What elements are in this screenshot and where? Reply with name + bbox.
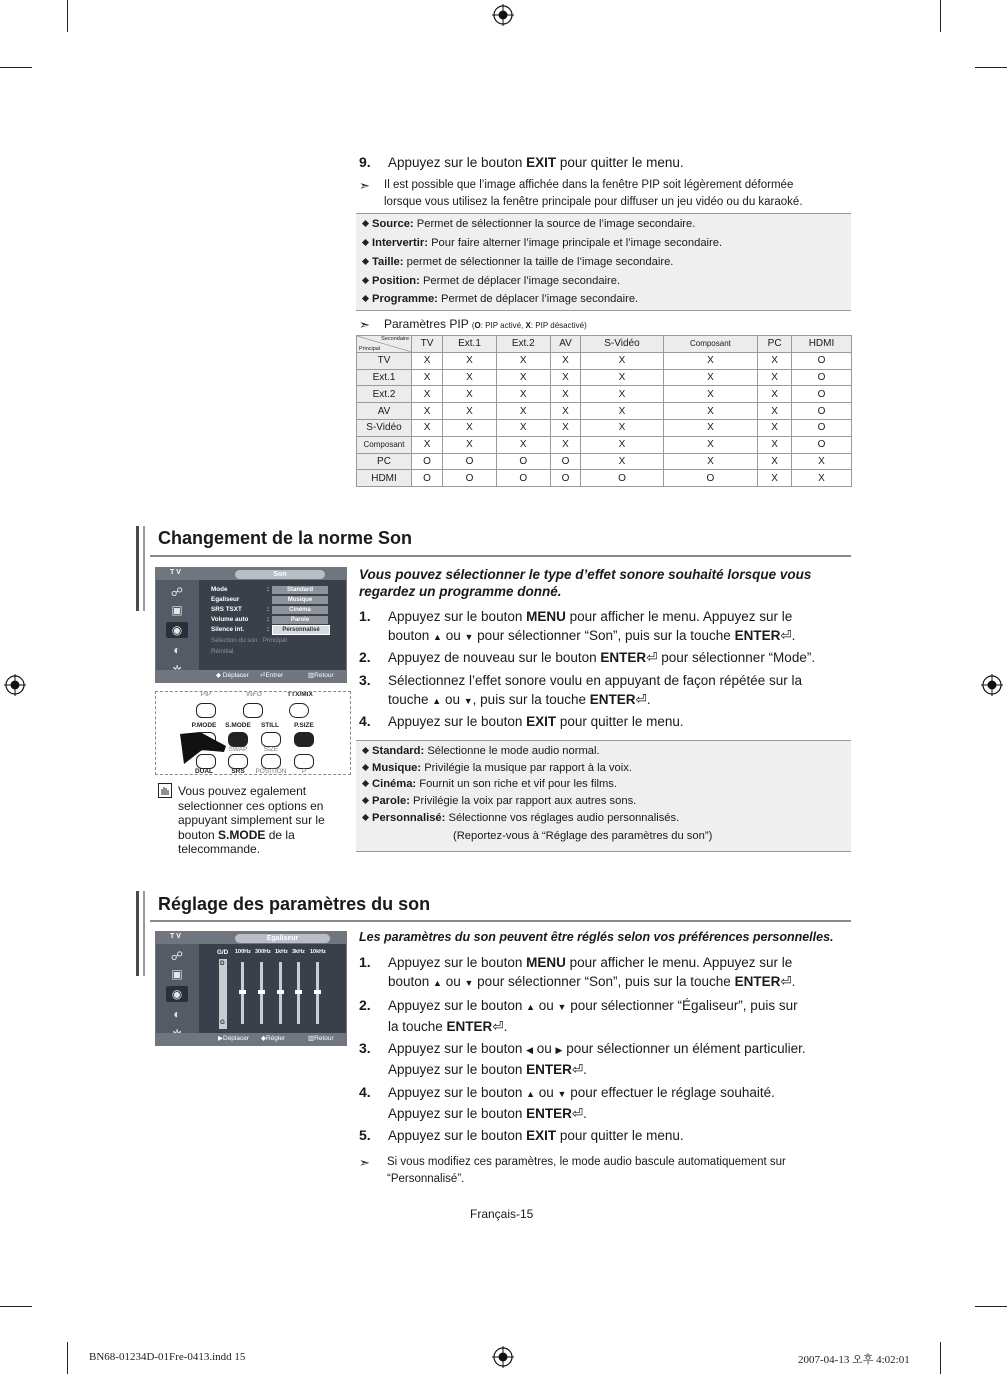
left-arrow-icon: ◀ — [526, 1045, 534, 1055]
section2-step-1: 1. Appuyez sur le bouton MENU pour afficher le menu. Appuyez sur le bouton ▲ ou ▼ pour sélectionner “Son”, puis sur la touche ENTER⏎. — [359, 954, 796, 989]
pip-cell: X — [550, 386, 581, 403]
pip-cell: X — [663, 436, 758, 453]
pip-cell: X — [663, 419, 758, 436]
pip-cell: X — [758, 403, 792, 420]
section-accent-bar — [136, 526, 139, 611]
pip-cell: O — [791, 386, 851, 403]
pip-cell: X — [550, 436, 581, 453]
registration-mark-icon — [981, 674, 1003, 696]
enter-icon: ⏎ — [571, 1106, 584, 1121]
pip-column-header: TV — [412, 336, 443, 353]
enter-icon: ⏎ — [646, 650, 658, 665]
down-arrow-icon: ▼ — [464, 632, 474, 642]
registration-mark-icon — [492, 4, 514, 26]
smode-tip: Vous pouvez egalement selectionner ces options en appuyant simplement sur le bouton S.MODE de la telecommande. — [178, 784, 325, 856]
eq-band-slider — [297, 962, 300, 1024]
pip-cell: X — [581, 453, 663, 470]
pip-cell: X — [758, 352, 792, 369]
pip-settings-table — [356, 335, 852, 487]
pip-cell: O — [412, 453, 443, 470]
pip-cell: O — [550, 453, 581, 470]
ttx-button — [289, 703, 309, 718]
section-accent-bar — [143, 526, 145, 611]
pip-cell: X — [663, 386, 758, 403]
pip-cell: O — [791, 436, 851, 453]
pip-row-header: S-Vidéo — [357, 419, 412, 436]
crop-mark — [940, 0, 941, 32]
enter-icon: ⏎ — [571, 1062, 584, 1077]
pip-table-title: ➣ Paramètres PIP (O: PIP activé, X: PIP désactivé) — [359, 317, 587, 332]
registration-mark-icon — [4, 674, 26, 696]
bullet-item: Musique: Privilégie la musique par rapport à la voix. — [363, 761, 632, 776]
pip-cell: O — [443, 453, 497, 470]
pip-cell: X — [412, 386, 443, 403]
pip-row-header: AV — [357, 403, 412, 420]
pip-cell: X — [412, 369, 443, 386]
info-button — [243, 703, 263, 718]
pip-table-header-row — [357, 336, 852, 353]
pip-cell: X — [443, 419, 497, 436]
pip-cell: X — [496, 403, 550, 420]
pip-cell: O — [496, 470, 550, 487]
bullet-item: Position: Permet de déplacer l’image secondaire. — [363, 274, 620, 289]
pip-cell: X — [581, 419, 663, 436]
pip-column-header: S-Vidéo — [581, 336, 663, 353]
down-arrow-icon: ▼ — [557, 1002, 567, 1012]
right-arrow-icon: ▶ — [555, 1045, 563, 1055]
up-arrow-icon: ▲ — [526, 1089, 536, 1099]
bullet-item: Cinéma: Fournit un son riche et vif pour les films. — [363, 777, 617, 792]
pip-cell: X — [412, 352, 443, 369]
pip-cell: X — [412, 403, 443, 420]
pip-cell: O — [412, 470, 443, 487]
pip-cell: X — [496, 386, 550, 403]
pip-cell: X — [758, 453, 792, 470]
up-arrow-icon: ▲ — [432, 696, 442, 706]
up-arrow-icon: ▲ — [433, 632, 442, 642]
pip-column-header: PC — [758, 336, 792, 353]
section1-step-2: 2. Appuyez de nouveau sur le bouton ENTER⏎ pour sélectionner “Mode”. — [359, 649, 816, 665]
pip-table-corner: Secondaire Principal — [357, 336, 412, 353]
section-accent-bar — [136, 891, 139, 976]
down-arrow-icon: ▼ — [464, 978, 474, 988]
bullet-item: Intervertir: Pour faire alterner l’image principale et l’image secondaire. — [363, 236, 722, 251]
pip-cell: X — [758, 419, 792, 436]
pip-cell: X — [443, 369, 497, 386]
pip-table-row — [357, 436, 852, 453]
pip-row-header: PC — [357, 453, 412, 470]
crop-mark — [940, 1342, 941, 1374]
pip-column-header: Composant — [663, 336, 758, 353]
up-arrow-icon: ▲ — [526, 1002, 536, 1012]
psize-button — [294, 732, 314, 747]
pip-cell: X — [412, 419, 443, 436]
section2-step-3: 3. Appuyez sur le bouton ◀ ou ▶ pour sélectionner un élément particulier. Appuyez sur le bouton ENTER⏎. — [359, 1040, 806, 1077]
pip-cell: X — [791, 453, 851, 470]
crop-mark — [67, 0, 68, 32]
bullet-item: Programme: Permet de déplacer l’image secondaire. — [363, 292, 638, 307]
pip-cell: X — [496, 436, 550, 453]
down-arrow-icon: ▼ — [463, 696, 473, 706]
still-button — [261, 732, 281, 747]
section1-step-1: 1. Appuyez sur le bouton MENU pour afficher le menu. Appuyez sur le bouton ▲ ou ▼ pour sélectionner “Son”, puis sur la touche ENTER⏎. — [359, 608, 796, 643]
crop-mark — [67, 1342, 68, 1374]
section-title: Changement de la norme Son — [158, 528, 413, 548]
section-accent-bar — [143, 891, 145, 976]
pip-cell: O — [496, 453, 550, 470]
pip-cell: X — [550, 352, 581, 369]
pip-column-header: HDMI — [791, 336, 851, 353]
pip-cell: O — [791, 403, 851, 420]
section1-intro: Vous pouvez sélectionner le type d’effet sonore souhaité lorsque vous regardez un programme donné. — [359, 567, 812, 599]
pip-column-header: Ext.2 — [496, 336, 550, 353]
enter-icon: ⏎ — [780, 974, 792, 989]
pip-cell: X — [496, 352, 550, 369]
registration-mark-icon — [492, 1346, 514, 1368]
pip-cell: X — [581, 352, 663, 369]
note-arrow-icon: ➣ — [359, 317, 370, 332]
pip-cell: O — [581, 470, 663, 487]
pip-row-header: Composant — [357, 436, 412, 453]
pip-cell: X — [550, 369, 581, 386]
pip-cell: X — [663, 352, 758, 369]
input-icon: ☍ — [170, 949, 184, 963]
crop-mark — [0, 1306, 32, 1307]
pip-cell: X — [758, 369, 792, 386]
bullet-item: Standard: Sélectionne le mode audio normal. — [363, 744, 600, 759]
pip-table-row — [357, 403, 852, 420]
input-icon: ☍ — [170, 585, 184, 599]
pip-table-row — [357, 369, 852, 386]
pip-row-header: TV — [357, 352, 412, 369]
section-rule — [150, 555, 851, 557]
pip-cell: O — [663, 470, 758, 487]
pip-table-row — [357, 419, 852, 436]
pip-cell: O — [791, 352, 851, 369]
pip-table-row — [357, 352, 852, 369]
pip-table-row — [357, 453, 852, 470]
pip-cell: X — [581, 403, 663, 420]
pip-cell: X — [443, 352, 497, 369]
pip-cell: O — [550, 470, 581, 487]
pip-options-box — [356, 213, 851, 311]
pip-cell: X — [496, 419, 550, 436]
size-button — [261, 754, 281, 769]
bullet-item: Personnalisé: Sélectionne vos réglages audio personnalisés. — [363, 811, 679, 826]
swap-button — [228, 754, 248, 769]
pip-row-header: Ext.1 — [357, 369, 412, 386]
section-title: Réglage des paramètres du son — [158, 894, 431, 914]
channel-up-button — [294, 754, 314, 769]
pip-cell: O — [791, 369, 851, 386]
son-menu-screenshot: T V Son ☍ ▣ ◉ ◐ Mode : Standard Egaliseur Musique SRS TSXT : Cinéma Volume auto : Parole Silence int. : Personnalisé Sélection du son : Principal Réinitial. ◆ Déplacer ⏎Entrer ▥Retour — [155, 567, 347, 683]
section2-step-4: 4. Appuyez sur le bouton ▲ ou ▼ pour effectuer le réglage souhaité. Appuyez sur le bouton ENTER⏎. — [359, 1084, 775, 1121]
channel-icon: ◐ — [173, 643, 181, 657]
pip-table-row — [357, 386, 852, 403]
pip-cell: X — [550, 419, 581, 436]
pip-row-header: HDMI — [357, 470, 412, 487]
smode-button — [228, 732, 248, 747]
pip-column-header: AV — [550, 336, 581, 353]
section1-step-3: 3. Sélectionnez l’effet sonore voulu en appuyant de façon répétée sur la touche ▲ ou ▼, puis sur la touche ENTER⏎. — [359, 672, 803, 707]
pip-cell: X — [581, 436, 663, 453]
section2-note: ➣ Si vous modifiez ces paramètres, le mode audio bascule automatiquement sur “Personnalisé”. — [359, 1155, 786, 1185]
tip-hand-icon — [158, 783, 172, 798]
section1-step-4: 4. Appuyez sur le bouton EXIT pour quitter le menu. — [359, 713, 684, 729]
eq-band-slider — [279, 962, 282, 1024]
picture-icon: ▣ — [171, 603, 183, 617]
pip-button — [196, 703, 216, 718]
pip-cell: X — [758, 386, 792, 403]
footer-timestamp: 2007-04-13 오후 4:02:01 — [798, 1354, 910, 1366]
pip-table-row — [357, 470, 852, 487]
pip-column-header: Ext.1 — [443, 336, 497, 353]
pip-row-header: Ext.2 — [357, 386, 412, 403]
crop-mark — [975, 1306, 1007, 1307]
pip-cell: X — [663, 453, 758, 470]
pip-cell: X — [496, 369, 550, 386]
pip-cell: X — [443, 403, 497, 420]
enter-icon: ⏎ — [635, 692, 647, 707]
pip-cell: X — [443, 436, 497, 453]
enter-icon: ⏎ — [492, 1019, 504, 1034]
pip-cell: X — [758, 436, 792, 453]
pip-note: ➣ Il est possible que l’image affichée dans la fenêtre PIP soit légèrement déformée lorsque vous utilisez la fenêtre principale pour diffuser un jeu vidéo ou du karaoké. — [359, 178, 803, 208]
pip-cell: O — [791, 419, 851, 436]
pip-cell: X — [758, 470, 792, 487]
bullet-reference: (Reportez-vous à “Réglage des paramètres du son”) — [453, 830, 713, 842]
pointing-hand-icon — [178, 730, 228, 766]
pip-cell: X — [663, 403, 758, 420]
down-arrow-icon: ▼ — [557, 1089, 567, 1099]
bullet-item: Taille: permet de sélectionner la taille de l’image secondaire. — [363, 255, 673, 270]
eq-band-slider — [260, 962, 263, 1024]
pip-cell: X — [581, 386, 663, 403]
section2-intro: Les paramètres du son peuvent être réglés selon vos préférences personnelles. — [359, 930, 834, 944]
picture-icon: ▣ — [171, 967, 183, 981]
pip-cell: X — [663, 369, 758, 386]
bullet-item: Source: Permet de sélectionner la source de l’image secondaire. — [363, 217, 695, 232]
eq-band-slider — [316, 962, 319, 1024]
sound-modes-box — [356, 740, 851, 852]
pip-cell: X — [791, 470, 851, 487]
note-arrow-icon: ➣ — [359, 178, 370, 193]
page-number: Français-15 — [470, 1207, 534, 1221]
section2-step-2: 2. Appuyez sur le bouton ▲ ou ▼ pour sélectionner “Égaliseur”, puis sur la touche ENTER⏎. — [359, 997, 798, 1034]
pip-cell: X — [412, 436, 443, 453]
eq-band-slider — [241, 962, 244, 1024]
sound-icon: ◉ — [166, 986, 188, 1002]
channel-icon: ◐ — [173, 1007, 181, 1021]
bullet-item: Parole: Privilégie la voix par rapport aux autres sons. — [363, 794, 636, 809]
crop-mark — [0, 67, 32, 68]
up-arrow-icon: ▲ — [433, 978, 442, 988]
remote-control-illustration: PIP INFO TTX/MIX P.MODE S.MODE STILL P.SIZE SWAP SIZE DUAL SRS POSITION P — [155, 691, 351, 775]
sound-icon: ◉ — [166, 622, 188, 638]
footer-filename: BN68-01234D-01Fre-0413.indd 15 — [89, 1351, 246, 1363]
note-arrow-icon: ➣ — [359, 1155, 370, 1170]
section2-step-5: 5. Appuyez sur le bouton EXIT pour quitter le menu. — [359, 1127, 684, 1143]
crop-mark — [975, 67, 1007, 68]
pip-cell: X — [443, 386, 497, 403]
pip-cell: X — [581, 369, 663, 386]
section-rule — [150, 920, 851, 922]
equalizer-menu-screenshot: T V Egaliseur ☍ ▣ ◉ ◐ G/D 100Hz 300Hz 1kHz 3kHz 10kHz D G ▶Déplacer ◆Régler ▥Retour — [155, 931, 347, 1046]
pip-cell: O — [443, 470, 497, 487]
pip-cell: X — [550, 403, 581, 420]
step-9: 9. Appuyez sur le bouton EXIT pour quitter le menu. — [359, 154, 684, 170]
enter-icon: ⏎ — [780, 628, 792, 643]
